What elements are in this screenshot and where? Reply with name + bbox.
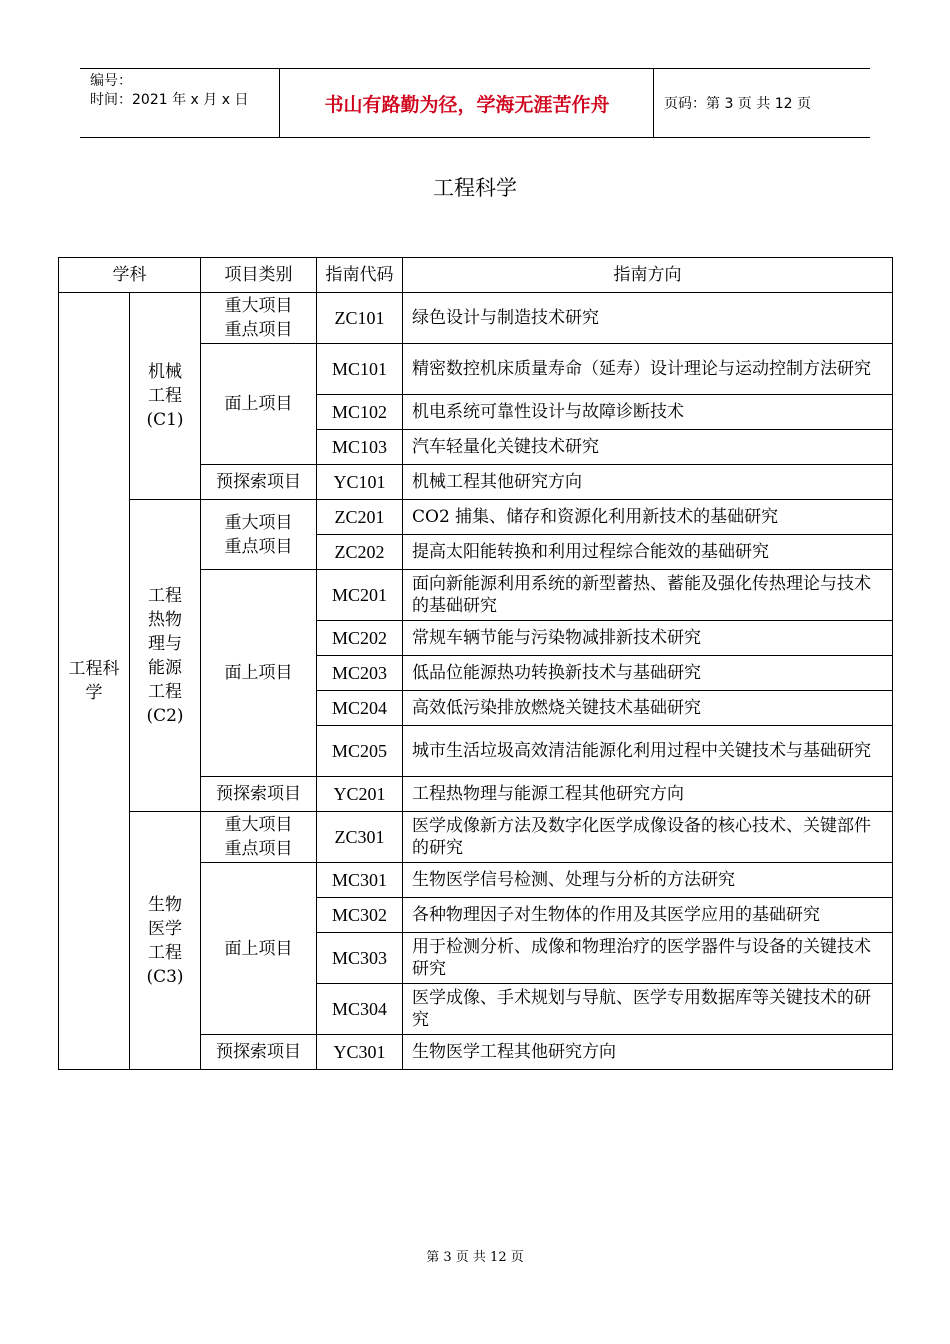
discipline-cell: 工程科学 <box>59 293 130 1070</box>
direction-cell: 生物医学工程其他研究方向 <box>403 1035 893 1070</box>
direction-cell: 医学成像、手术规划与导航、医学专用数据库等关键技术的研究 <box>403 984 893 1035</box>
direction-cell: 面向新能源利用系统的新型蓄热、蓄能及强化传热理论与技术的基础研究 <box>403 570 893 621</box>
subject-cell: 机械工程(C1) <box>130 293 201 500</box>
direction-cell: 常规车辆节能与污染物减排新技术研究 <box>403 621 893 656</box>
code-cell: MC301 <box>317 863 403 898</box>
page-title: 工程科学 <box>433 176 517 200</box>
direction-cell: 提高太阳能转换和利用过程综合能效的基础研究 <box>403 535 893 570</box>
code-cell: MC202 <box>317 621 403 656</box>
code-cell: MC203 <box>317 656 403 691</box>
category-cell: 面上项目 <box>201 570 317 777</box>
code-cell: ZC201 <box>317 500 403 535</box>
header-category: 项目类别 <box>201 258 317 293</box>
code-cell: MC204 <box>317 691 403 726</box>
category-cell: 面上项目 <box>201 863 317 1035</box>
code-cell: ZC301 <box>317 812 403 863</box>
date-label: 时间：2021 年 x 月 x 日 <box>90 92 249 108</box>
category-cell: 预探索项目 <box>201 1035 317 1070</box>
code-cell: MC304 <box>317 984 403 1035</box>
direction-cell: 高效低污染排放燃烧关键技术基础研究 <box>403 691 893 726</box>
direction-cell: 用于检测分析、成像和物理治疗的医学器件与设备的关键技术研究 <box>403 933 893 984</box>
code-cell: YC301 <box>317 1035 403 1070</box>
header-direction: 指南方向 <box>403 258 893 293</box>
direction-cell: 生物医学信号检测、处理与分析的方法研究 <box>403 863 893 898</box>
code-cell: MC205 <box>317 726 403 777</box>
code-cell: ZC202 <box>317 535 403 570</box>
guide-table <box>58 257 893 1070</box>
subject-cell: 工程热物理与能源工程(C2) <box>130 500 201 812</box>
direction-cell: 各种物理因子对生物体的作用及其医学应用的基础研究 <box>403 898 893 933</box>
direction-cell: CO2 捕集、储存和资源化利用新技术的基础研究 <box>403 500 893 535</box>
category-cell: 重大项目 重点项目 <box>201 812 317 863</box>
category-cell: 预探索项目 <box>201 465 317 500</box>
code-cell: MC303 <box>317 933 403 984</box>
category-cell: 预探索项目 <box>201 777 317 812</box>
code-cell: MC102 <box>317 395 403 430</box>
category-cell: 重大项目 重点项目 <box>201 500 317 570</box>
document-header <box>80 68 870 138</box>
header-page-info: 页码：第 3 页 共 12 页 <box>664 96 811 112</box>
code-cell: YC201 <box>317 777 403 812</box>
code-cell: MC101 <box>317 344 403 395</box>
code-cell: MC201 <box>317 570 403 621</box>
table-header-row <box>59 258 893 293</box>
direction-cell: 精密数控机床质量寿命（延寿）设计理论与运动控制方法研究 <box>403 344 893 395</box>
page-footer: 第 3 页 共 12 页 <box>426 1250 524 1265</box>
direction-cell: 汽车轻量化关键技术研究 <box>403 430 893 465</box>
direction-cell: 机电系统可靠性设计与故障诊断技术 <box>403 395 893 430</box>
header-code: 指南代码 <box>317 258 403 293</box>
direction-cell: 绿色设计与制造技术研究 <box>403 293 893 344</box>
number-label: 编号： <box>90 73 132 89</box>
direction-cell: 机械工程其他研究方向 <box>403 465 893 500</box>
table-row <box>59 812 893 863</box>
header-discipline: 学科 <box>59 258 201 293</box>
code-cell: MC302 <box>317 898 403 933</box>
code-cell: MC103 <box>317 430 403 465</box>
direction-cell: 医学成像新方法及数字化医学成像设备的核心技术、关键部件的研究 <box>403 812 893 863</box>
table-row <box>59 500 893 535</box>
direction-cell: 城市生活垃圾高效清洁能源化利用过程中关键技术与基础研究 <box>403 726 893 777</box>
category-cell: 面上项目 <box>201 344 317 465</box>
code-cell: ZC101 <box>317 293 403 344</box>
table-row <box>59 293 893 344</box>
direction-cell: 低品位能源热功转换新技术与基础研究 <box>403 656 893 691</box>
subject-cell: 生物医学工程(C3) <box>130 812 201 1070</box>
category-cell: 重大项目 重点项目 <box>201 293 317 344</box>
direction-cell: 工程热物理与能源工程其他研究方向 <box>403 777 893 812</box>
header-meta <box>80 69 280 137</box>
code-cell: YC101 <box>317 465 403 500</box>
header-motto: 书山有路勤为径，学海无涯苦作舟 <box>281 69 654 137</box>
